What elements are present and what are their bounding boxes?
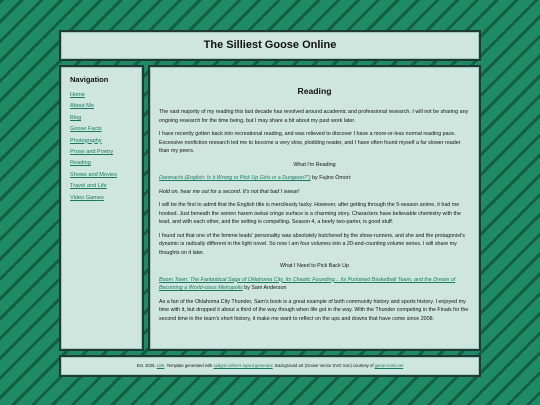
footer-text-1: Est. 2025.: [136, 363, 157, 368]
nav-list: [70, 90, 134, 204]
nav-item-travel-life: [70, 181, 134, 192]
nav-item-goose-facts: [70, 124, 134, 135]
nav-link-blog[interactable]: Blog: [70, 114, 82, 121]
site-title: The Silliest Goose Online: [203, 39, 337, 51]
book-entry-1: [159, 174, 470, 183]
book-author-2: by Sam Anderson: [242, 285, 287, 291]
nav-item-video-games: [70, 193, 134, 204]
nav-link-reading[interactable]: Reading: [70, 160, 91, 167]
footer-link-game-icons[interactable]: game-icons.net: [374, 363, 404, 368]
footer-link-1[interactable]: Link: [156, 363, 165, 368]
nav-link-home[interactable]: Home: [70, 92, 85, 98]
site-header: [59, 30, 481, 61]
book-title-link-1[interactable]: Danmachi (English: Is it Wrong to Pick Up Girls in a Dungeon?"): [159, 175, 311, 181]
intro-paragraph: The vast majority of my reading this last decade has revolved around academic and professional research. I will not be sharing any ongoing research for the time being, but I may share a bit about my past work later.: [159, 109, 469, 124]
nav-item-reading: [70, 158, 134, 169]
book-title-link-2[interactable]: Boom Town: The Fantastical Saga of Oklahoma City, Its Chaotic Founding... Its Purloined Basketball Team, and the Dream of Becoming a World-class Metropolis: [159, 276, 456, 291]
intro-paragraph-2: I have recently gotten back into recreational reading, and was relieved to discover I have a more-or-less normal reading pace. Excessive nonfiction research led me to become a very slow, plodding reader, and I have often found myself a far slower reader than my peers.: [159, 131, 461, 154]
nav-item-photography: [70, 136, 134, 147]
footer-text-3: . Background art (Goose Vector SVG Icon) courtesy of: [272, 363, 375, 368]
nav-item-shows-movies: [70, 170, 134, 181]
footer-text-2: . Template generated with: [164, 363, 214, 368]
nav-item-about: [70, 101, 134, 112]
page-title: Reading: [297, 86, 332, 96]
book-entry-2: [159, 276, 470, 293]
section-heading-reading: What I'm Reading: [293, 161, 336, 168]
nav-link-goose-facts[interactable]: Goose Facts: [70, 126, 102, 133]
footer-link-layout-generator[interactable]: sadgrrl.online's layout generator: [213, 363, 273, 368]
nav-item-home: [70, 90, 134, 101]
nav-item-blog: [70, 113, 134, 124]
sidebar-heading: Navigation: [70, 75, 109, 84]
sidebar: [59, 65, 144, 351]
nav-link-travel-life[interactable]: Travel and Life: [70, 183, 107, 190]
section-heading-pick-back-up: What I Need to Pick Back Up: [280, 263, 349, 269]
nav-link-photography[interactable]: Photography: [70, 137, 102, 144]
nav-link-about[interactable]: About Me: [70, 103, 94, 110]
book-quote-1: Hold on, hear me out for a second. It's not that bad I swear!: [159, 188, 300, 195]
book-paragraph-2: As a fan of the Oklahoma City Thunder, Sam's book is a great example of both community history and sports history. I enjoyed my time with it, but dropped it about a third of the way though when life got in the way. With the Thunder competing in the Finals for the second time in the team's short history, it make me want to reflect on the ups and downs that have come since 2008.: [159, 298, 469, 322]
footer-text: [61, 357, 479, 375]
site-footer: [59, 355, 481, 377]
main-content: [148, 65, 481, 351]
nav-item-prose-poetry: [70, 147, 134, 158]
book-author-1: by Fujino Ōmori:: [310, 175, 352, 181]
book-paragraph-1b: I found out that one of the femme leads' personality was absolutely butchered by the show-runners, and she and the protagonist's dynamic is radically different in the light novel. So now I am four volumes into a 20-and-counting volume series. I will share my thoughts on it later.: [159, 232, 465, 256]
nav-link-video-games[interactable]: Video Games: [70, 194, 104, 201]
nav-link-prose-poetry[interactable]: Prose and Poetry: [70, 149, 114, 156]
nav-link-shows-movies[interactable]: Shows and Movies: [70, 171, 117, 178]
book-paragraph-1a: I will be the first to admit that the English title is mercilessly tacky. However, after getting through the 5-season anime, it had me hooked. Just beneath the seinen harem isekai cringe surface is a charming story. Characters have believable chemistry with the lead, and with each other, and the setting is compelling. Season 4, a beefy two-parter, is good stuff.: [159, 202, 461, 225]
